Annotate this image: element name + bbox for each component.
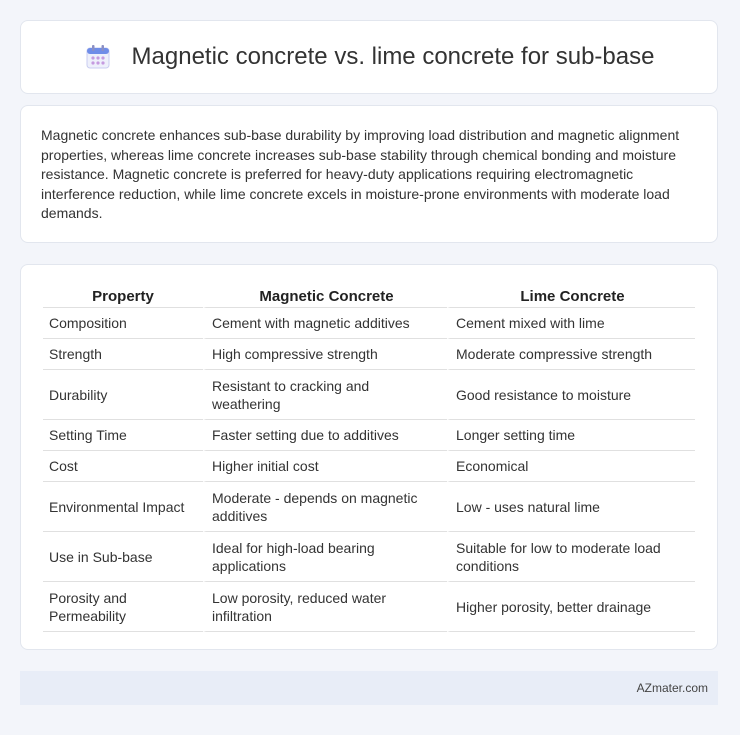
table-row <box>43 420 695 451</box>
table-cell: Low - uses natural lime <box>447 482 695 532</box>
table-cell: Strength <box>43 339 203 370</box>
table-cell: Cement with magnetic additives <box>203 308 447 339</box>
page-title <box>84 43 655 71</box>
table-cell: Faster setting due to additives <box>203 420 447 451</box>
table-row <box>43 532 695 582</box>
table-row <box>43 482 695 532</box>
table-row <box>43 451 695 482</box>
summary-text: Magnetic concrete enhances sub-base durability by improving load distribution and magnetic alignment properties, whereas lime concrete increases sub-base stability through chemical bonding and moisture resistance. Magnetic concrete is preferred for heavy-duty applications requiring electromagnetic interference reduction, while lime concrete excels in moisture-prone environments with moderate load demands. <box>41 127 680 221</box>
table-cell: Composition <box>43 308 203 339</box>
table-cell: Moderate - depends on magnetic additives <box>203 482 447 532</box>
table-cell: Durability <box>43 370 203 420</box>
table-cell: Moderate compressive strength <box>447 339 695 370</box>
table-cell: Resistant to cracking and weathering <box>203 370 447 420</box>
table-cell: Economical <box>447 451 695 482</box>
table-cell: Low porosity, reduced water infiltration <box>203 582 447 632</box>
title-card <box>20 20 718 94</box>
table-card <box>20 264 718 650</box>
page-title-text: Magnetic concrete vs. lime concrete for sub-base <box>131 43 655 70</box>
column-header: Property <box>43 285 203 308</box>
table-cell: High compressive strength <box>203 339 447 370</box>
table-cell: Suitable for low to moderate load conditions <box>447 532 695 582</box>
calendar-icon <box>84 43 112 71</box>
table-row <box>43 339 695 370</box>
table-header-row <box>43 285 695 308</box>
table-cell: Use in Sub-base <box>43 532 203 582</box>
table-cell: Ideal for high-load bearing applications <box>203 532 447 582</box>
table-cell: Higher porosity, better drainage <box>447 582 695 632</box>
table-cell: Longer setting time <box>447 420 695 451</box>
footer <box>20 671 718 705</box>
table-cell: Higher initial cost <box>203 451 447 482</box>
table-cell: Good resistance to moisture <box>447 370 695 420</box>
table-row <box>43 370 695 420</box>
table-row <box>43 308 695 339</box>
table-cell: Environmental Impact <box>43 482 203 532</box>
column-header: Lime Concrete <box>447 285 695 308</box>
table-cell: Cement mixed with lime <box>447 308 695 339</box>
table-cell: Cost <box>43 451 203 482</box>
table-cell: Setting Time <box>43 420 203 451</box>
table-row <box>43 582 695 632</box>
table-cell: Porosity and Permeability <box>43 582 203 632</box>
comparison-table <box>43 285 695 632</box>
column-header: Magnetic Concrete <box>203 285 447 308</box>
summary-card <box>20 105 718 243</box>
footer-brand[interactable]: AZmater.com <box>636 681 708 695</box>
